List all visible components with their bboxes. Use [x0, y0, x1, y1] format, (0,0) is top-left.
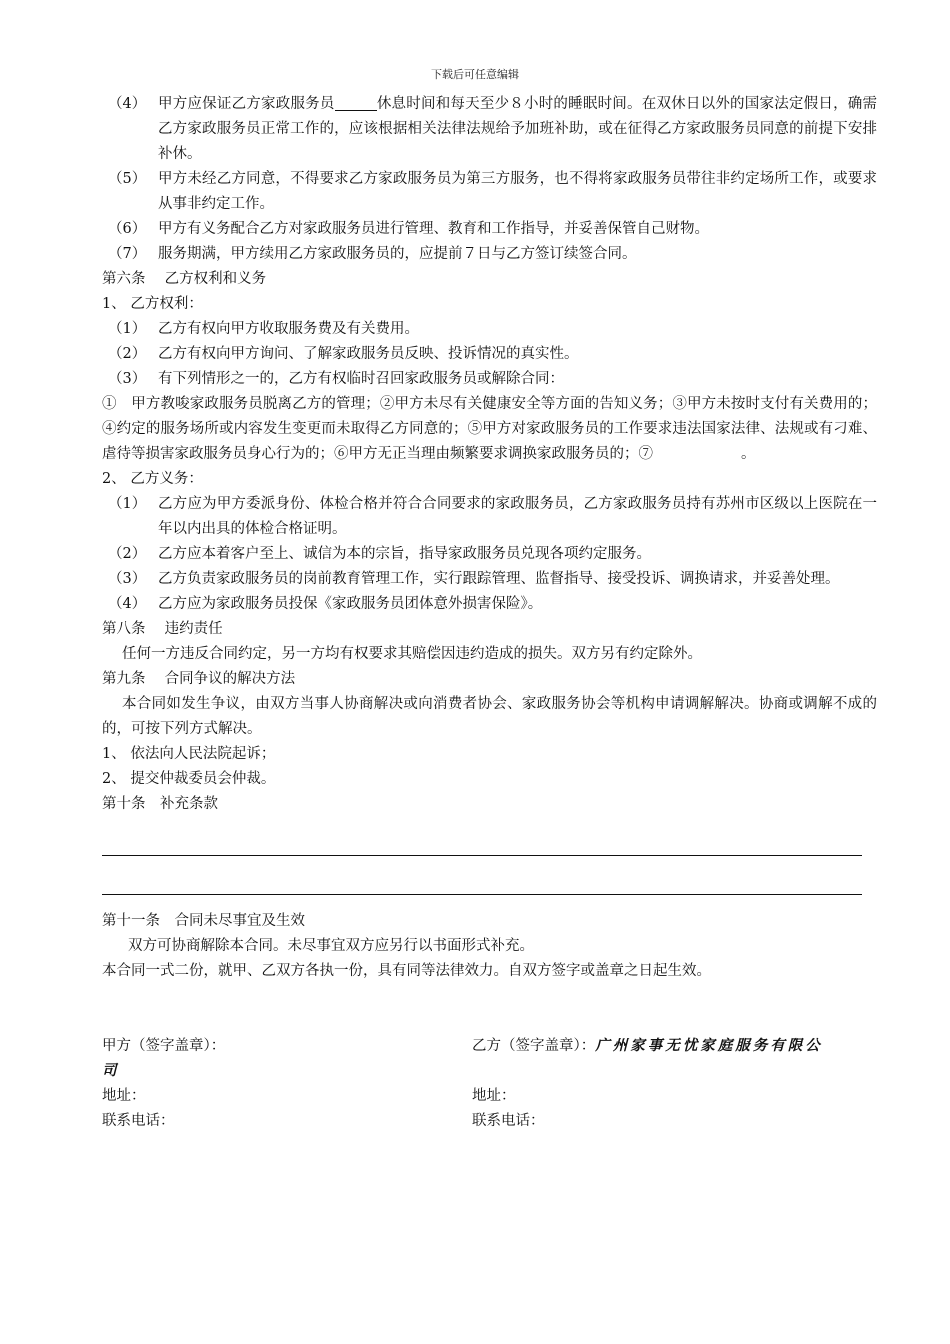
duties-title: 2、 乙方义务：	[102, 471, 203, 487]
clause-number: （4）	[108, 596, 147, 612]
clause-number: （6）	[108, 221, 147, 237]
clause-number: （3）	[108, 571, 147, 587]
contract-body	[102, 92, 877, 1134]
article-8-title: 第八条 违约责任	[102, 621, 223, 637]
clause-number: （1）	[108, 321, 147, 337]
clause-text: 甲方有义务配合乙方对家政服务员进行管理、教育和工作指导，并妥善保管自己财物。	[158, 221, 709, 237]
party-b-sign-label: 乙方（签字盖章）：	[472, 1038, 596, 1054]
party-a-sign-label: 甲方（签字盖章）：	[102, 1038, 226, 1054]
duty-3	[102, 567, 877, 592]
spacer	[102, 984, 877, 1034]
clause-text: 服务期满，甲方续用乙方家政服务员的，应提前７日与乙方签订续签合同。	[158, 246, 637, 262]
article-8-body: 任何一方违反合同约定，另一方均有权要求其赔偿因违约造成的损失。双方另有约定除外。	[122, 646, 702, 662]
party-b-company-cont: 司	[102, 1063, 120, 1079]
supplementary-line-1[interactable]	[102, 817, 862, 856]
clause-text: 乙方有权向甲方收取服务费及有关费用。	[158, 321, 419, 337]
phone-row	[102, 1109, 877, 1134]
clause-5-7	[102, 242, 877, 267]
article-11-title: 第十一条 合同未尽事宜及生效	[102, 913, 305, 929]
clause-number: （2）	[108, 546, 147, 562]
rights-title: 1、 乙方权利：	[102, 296, 203, 312]
recall-cases	[102, 392, 877, 467]
clause-text: 乙方应为甲方委派身份、体检合格并符合合同要求的家政服务员，乙方家政服务员持有苏州市区级以上医院在一年以内出具的体检合格证明。	[158, 496, 877, 537]
clause-text-post: 休息时间和每天至少８小时的睡眠时间。在双休日以外的国家法定假日，确需乙方家政服务员正常工作的，应该根据相关法律法规给予加班补助，或在征得乙方家政服务员同意的前提下安排补休。	[158, 96, 877, 162]
cases-end: 。	[741, 446, 756, 462]
party-b-sign	[472, 1034, 823, 1059]
address-row	[102, 1084, 877, 1109]
clause-number: （5）	[108, 171, 147, 187]
article-9-body: 本合同如发生争议，由双方当事人协商解决或向消费者协会、家政服务协会等机构申请调解解决。协商或调解不成的的，可按下列方式解决。	[102, 696, 877, 737]
clause-5-5	[102, 167, 877, 217]
clause-text: 乙方负责家政服务员的岗前教育管理工作，实行跟踪管理、监督指导、接受投诉、调换请求，并妥善处理。	[158, 571, 840, 587]
party-b-phone-label: 联系电话：	[472, 1113, 545, 1129]
clause-text-pre: 甲方应保证乙方家政服务员	[158, 96, 335, 112]
duty-2	[102, 542, 877, 567]
dispute-option-1: 1、 依法向人民法院起诉；	[102, 746, 276, 762]
clause-5-6	[102, 217, 877, 242]
article-10-title: 第十条 补充条款	[102, 796, 218, 812]
page-header-note: 下载后可任意编辑	[431, 68, 519, 81]
clause-text: 乙方应为家政服务员投保《家政服务员团体意外损害保险》。	[158, 596, 543, 612]
right-2	[102, 342, 877, 367]
article-11-body-1: 双方可协商解除本合同。未尽事宜双方应另行以书面形式补充。	[128, 938, 534, 954]
clause-number: （3）	[108, 371, 147, 387]
cases-text: ① 甲方教唆家政服务员脱离乙方的管理；②甲方未尽有关健康安全等方面的告知义务；③甲方未按时支付有关费用的；④约定的服务场所或内容发生变更而未取得乙方同意的；⑤甲方对家政服务员的工作要求违法国家法律、法规或有刁难、虐待等损害家政服务员身心行为的；⑥甲方无正当理由频繁要求调换家政服务员的；⑦	[102, 396, 877, 462]
clause-number: （2）	[108, 346, 147, 362]
article-11-body-2: 本合同一式二份，就甲、乙双方各执一份，具有同等法律效力。自双方签字或盖章之日起生效。	[102, 963, 711, 979]
duty-4	[102, 592, 877, 617]
clause-text: 甲方未经乙方同意，不得要求乙方家政服务员为第三方服务，也不得将家政服务员带往非约定场所工作，或要求从事非约定工作。	[158, 171, 877, 212]
party-a-phone-label: 联系电话：	[102, 1113, 175, 1129]
clause-number: （7）	[108, 246, 147, 262]
party-b-company: 广州家事无忧家庭服务有限公	[595, 1038, 823, 1054]
party-a-address-label: 地址：	[102, 1088, 146, 1104]
signature-block	[102, 1034, 877, 1134]
right-3	[102, 367, 877, 392]
clause-5-4	[102, 92, 877, 167]
signature-row	[102, 1034, 877, 1059]
article-6-title: 第六条 乙方权利和义务	[102, 271, 267, 287]
party-b-address-label: 地址：	[472, 1088, 516, 1104]
clause-text: 乙方应本着客户至上、诚信为本的宗旨，指导家政服务员兑现各项约定服务。	[158, 546, 651, 562]
company-wrap-row	[102, 1059, 877, 1084]
spacer	[102, 895, 877, 909]
duty-1	[102, 492, 877, 542]
supplementary-line-2[interactable]	[102, 856, 862, 895]
clause-text: 乙方有权向甲方询问、了解家政服务员反映、投诉情况的真实性。	[158, 346, 579, 362]
fill-in-blank[interactable]	[335, 94, 377, 111]
clause-number: （4）	[108, 96, 147, 112]
dispute-option-2: 2、 提交仲裁委员会仲裁。	[102, 771, 276, 787]
right-1	[102, 317, 877, 342]
article-9-title: 第九条 合同争议的解决方法	[102, 671, 296, 687]
clause-text: 有下列情形之一的，乙方有权临时召回家政服务员或解除合同：	[158, 371, 564, 387]
clause-number: （1）	[108, 496, 147, 512]
